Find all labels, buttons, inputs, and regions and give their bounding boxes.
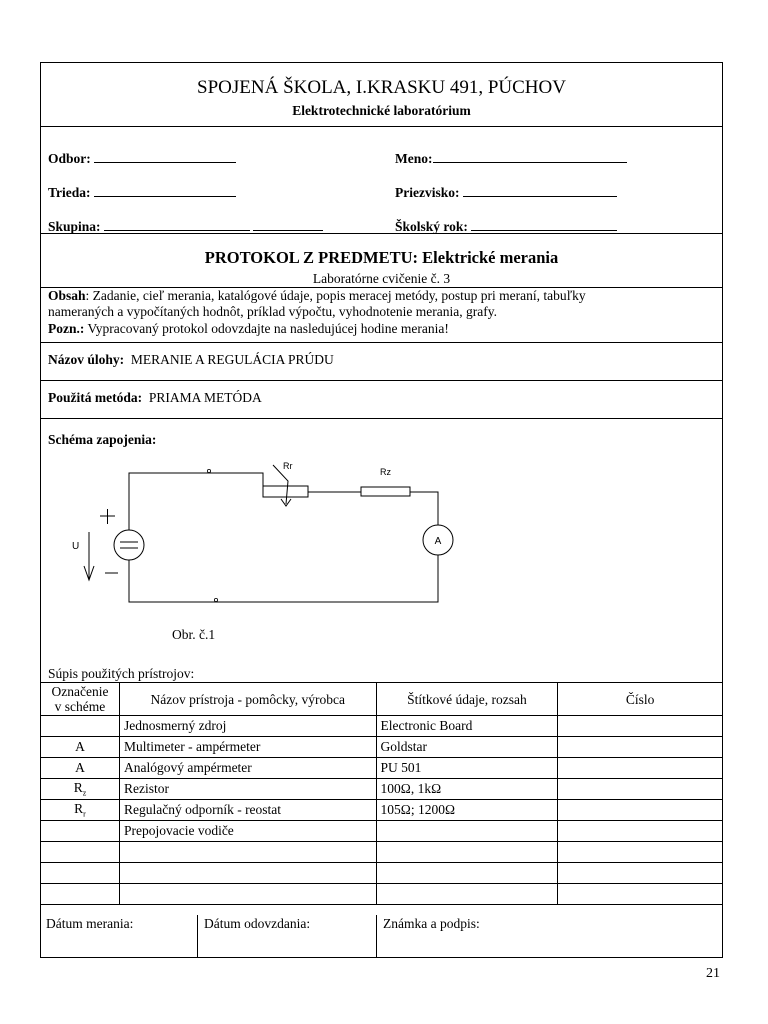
datum-merania-cell[interactable] bbox=[40, 915, 197, 958]
skupina-label: Skupina: bbox=[48, 219, 101, 234]
cell-name[interactable] bbox=[119, 884, 376, 905]
cell-name: Rezistor bbox=[119, 779, 376, 800]
voltage-source-symbol bbox=[114, 530, 144, 560]
cell-spec: PU 501 bbox=[376, 758, 558, 779]
datum-merania-label: Dátum merania: bbox=[46, 916, 134, 931]
pozn-text: Vypracovaný protokol odovzdajte na nasledujúcej hodine merania! bbox=[84, 321, 449, 336]
priezvisko-field[interactable] bbox=[395, 183, 617, 201]
lab-name: Elektrotechnické laboratórium bbox=[292, 103, 471, 118]
task-row bbox=[48, 352, 334, 368]
task-label: Názov úlohy: bbox=[48, 352, 125, 367]
datum-odovzdania-cell[interactable] bbox=[197, 915, 376, 958]
cell-spec: 100Ω, 1kΩ bbox=[376, 779, 558, 800]
znamka-cell[interactable] bbox=[376, 915, 723, 958]
table-row bbox=[41, 737, 723, 758]
cell-number[interactable] bbox=[558, 716, 723, 737]
trieda-label: Trieda: bbox=[48, 185, 91, 200]
cell-mark bbox=[41, 716, 120, 737]
priezvisko-line bbox=[463, 183, 617, 197]
task-value: MERANIE A REGULÁCIA PRÚDU bbox=[130, 352, 334, 367]
obsah-text: : Zadanie, cieľ merania, katalógové údaje, popis meracej metódy, postup pri meraní, tabuľky bbox=[85, 288, 586, 303]
cell-mark bbox=[41, 821, 120, 842]
pozn-label: Pozn.: bbox=[48, 321, 85, 336]
cell-name: Regulačný odporník - reostat bbox=[119, 800, 376, 821]
table-header bbox=[41, 683, 723, 716]
wire-top-left bbox=[129, 473, 263, 496]
node-mark-top bbox=[207, 469, 210, 472]
method-row bbox=[48, 390, 262, 406]
circuit-diagram bbox=[41, 459, 724, 649]
table-row bbox=[41, 716, 723, 737]
trieda-field[interactable] bbox=[48, 183, 236, 201]
instruments-title: Súpis použitých prístrojov: bbox=[48, 666, 195, 681]
header-mark bbox=[41, 683, 120, 716]
cell-spec: Electronic Board bbox=[376, 716, 558, 737]
divider bbox=[41, 418, 722, 419]
table-row bbox=[41, 863, 723, 884]
node-mark-bottom bbox=[214, 598, 217, 601]
cell-number[interactable] bbox=[558, 779, 723, 800]
cell-number[interactable] bbox=[558, 821, 723, 842]
cell-name: Jednosmerný zdroj bbox=[119, 716, 376, 737]
cell-mark: A bbox=[41, 758, 120, 779]
page-number: 21 bbox=[706, 966, 720, 981]
table-row bbox=[41, 884, 723, 905]
cell-spec bbox=[376, 821, 558, 842]
obsah-line-2: nameraných a vypočítaných hodnôt, príklad výpočtu, vyhodnotenie merania, grafy. bbox=[48, 304, 497, 319]
meno-line bbox=[433, 149, 627, 163]
cell-name: Prepojovacie vodiče bbox=[119, 821, 376, 842]
method-label: Použitá metóda: bbox=[48, 390, 143, 405]
rheostat-label: Rr bbox=[283, 461, 293, 471]
skupina-line-2 bbox=[253, 217, 323, 231]
skolsky-rok-line bbox=[471, 217, 617, 231]
cell-number[interactable] bbox=[558, 884, 723, 905]
table-row bbox=[41, 800, 723, 821]
cell-name[interactable] bbox=[119, 842, 376, 863]
cell-number[interactable] bbox=[558, 758, 723, 779]
pozn-line bbox=[48, 321, 449, 337]
footer-row bbox=[40, 915, 723, 958]
skolsky-rok-label: Školský rok: bbox=[395, 219, 468, 234]
skupina-line bbox=[104, 217, 250, 231]
cell-number[interactable] bbox=[558, 863, 723, 884]
method-value: PRIAMA METÓDA bbox=[148, 390, 262, 405]
datum-odovzdania-label: Dátum odovzdania: bbox=[204, 916, 311, 931]
odbor-label: Odbor: bbox=[48, 151, 91, 166]
divider bbox=[41, 342, 722, 343]
voltage-label: U bbox=[72, 541, 80, 552]
cell-spec: Goldstar bbox=[376, 737, 558, 758]
cell-name: Multimeter - ampérmeter bbox=[119, 737, 376, 758]
cell-spec: 105Ω; 1200Ω bbox=[376, 800, 558, 821]
cell-mark[interactable] bbox=[41, 863, 120, 884]
odbor-field[interactable] bbox=[48, 149, 236, 167]
resistor-body bbox=[361, 487, 410, 496]
resistor-label: Rz bbox=[380, 467, 391, 477]
obsah-label: Obsah bbox=[48, 288, 86, 303]
header-number: Číslo bbox=[558, 683, 723, 716]
table-row bbox=[41, 779, 723, 800]
header-mark-line-2: v schéme bbox=[54, 699, 106, 714]
ammeter-label: A bbox=[434, 536, 442, 547]
znamka-label: Známka a podpis: bbox=[383, 916, 480, 931]
cell-spec[interactable] bbox=[376, 863, 558, 884]
cell-name[interactable] bbox=[119, 863, 376, 884]
cell-mark: $R_r$ bbox=[41, 800, 120, 821]
cell-mark[interactable] bbox=[41, 884, 120, 905]
cell-mark: A bbox=[41, 737, 120, 758]
divider bbox=[41, 380, 722, 381]
cell-spec[interactable] bbox=[376, 842, 558, 863]
cell-mark[interactable] bbox=[41, 842, 120, 863]
divider bbox=[41, 233, 722, 234]
rheostat-body bbox=[263, 486, 308, 497]
cell-spec[interactable] bbox=[376, 884, 558, 905]
table-row bbox=[41, 821, 723, 842]
figure-caption: Obr. č.1 bbox=[172, 627, 216, 642]
header-name: Názov prístroja - pomôcky, výrobca bbox=[119, 683, 376, 716]
priezvisko-label: Priezvisko: bbox=[395, 185, 460, 200]
instruments-table bbox=[40, 682, 723, 905]
header-spec: Štítkové údaje, rozsah bbox=[376, 683, 558, 716]
trieda-line bbox=[94, 183, 236, 197]
school-name: SPOJENÁ ŠKOLA, I.KRASKU 491, PÚCHOV bbox=[197, 77, 566, 98]
meno-label: Meno: bbox=[395, 151, 433, 166]
table-row bbox=[41, 758, 723, 779]
cell-number[interactable] bbox=[558, 842, 723, 863]
meno-field[interactable] bbox=[395, 149, 627, 167]
cell-number[interactable] bbox=[558, 737, 723, 758]
cell-name: Analógový ampérmeter bbox=[119, 758, 376, 779]
wire-top-right bbox=[410, 492, 438, 525]
odbor-line bbox=[94, 149, 236, 163]
exercise-number: Laboratórne cvičenie č. 3 bbox=[312, 271, 451, 286]
table-row bbox=[41, 842, 723, 863]
cell-mark: $R_z$ bbox=[41, 779, 120, 800]
wire-bottom bbox=[129, 555, 438, 602]
cell-number[interactable] bbox=[558, 800, 723, 821]
obsah-line-1 bbox=[48, 288, 586, 304]
divider bbox=[41, 126, 722, 127]
header-mark-line-1: Označenie bbox=[51, 684, 109, 699]
protocol-form bbox=[40, 62, 723, 958]
protocol-title: PROTOKOL Z PREDMETU: Elektrické merania bbox=[204, 248, 559, 267]
schema-label: Schéma zapojenia: bbox=[48, 432, 157, 447]
